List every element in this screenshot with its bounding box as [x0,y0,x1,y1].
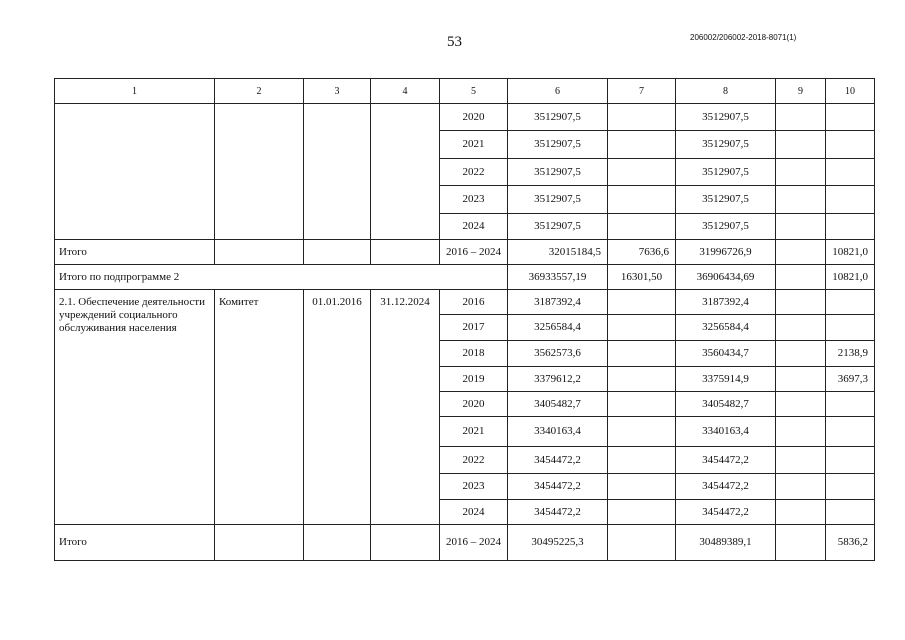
value-cell: 30489389,1 [676,525,776,561]
year-cell: 2023 [440,186,508,214]
table-row [55,290,875,315]
value-cell: 3340163,4 [676,417,776,447]
value-cell [776,417,826,447]
year-cell: 2017 [440,315,508,341]
value-cell: 3512907,5 [508,214,608,240]
year-cell: 2020 [440,104,508,131]
value-cell [608,159,676,186]
value-cell: 3405482,7 [676,392,776,417]
year-cell: 2022 [440,159,508,186]
value-cell: 3512907,5 [508,104,608,131]
end-date-cell: 31.12.2024 [371,290,440,525]
value-cell: 7636,6 [608,240,676,265]
value-cell [776,104,826,131]
value-cell [608,290,676,315]
value-cell [776,131,826,159]
value-cell [826,447,875,474]
document-code: 206002/206002-2018-8071(1) [690,33,797,42]
value-cell [776,265,826,290]
value-cell [826,131,875,159]
value-cell [776,159,826,186]
start-date-cell: 01.01.2016 [304,290,371,525]
value-cell [608,186,676,214]
column-header: 5 [440,79,508,104]
value-cell [776,186,826,214]
value-cell: 3454472,2 [508,500,608,525]
block1-name [55,104,215,240]
value-cell [608,500,676,525]
value-cell: 3454472,2 [508,474,608,500]
column-header: 1 [55,79,215,104]
value-cell: 3375914,9 [676,367,776,392]
year-cell: 2019 [440,367,508,392]
value-cell: 3512907,5 [508,131,608,159]
executor-cell: Комитет [215,290,304,525]
value-cell: 3256584,4 [508,315,608,341]
value-cell: 2138,9 [826,341,875,367]
value-cell: 3187392,4 [508,290,608,315]
total-row [55,240,875,265]
value-cell: 3340163,4 [508,417,608,447]
year-cell: 2024 [440,500,508,525]
value-cell: 3454472,2 [676,447,776,474]
value-cell [608,214,676,240]
empty-cell [371,240,440,265]
value-cell [826,392,875,417]
value-cell: 3512907,5 [508,159,608,186]
total-label: Итого [55,525,215,561]
year-cell: 2020 [440,392,508,417]
block1-executor [215,104,304,240]
value-cell [826,417,875,447]
year-cell: 2022 [440,447,508,474]
value-cell [776,500,826,525]
column-header: 10 [826,79,875,104]
value-cell [776,525,826,561]
value-cell: 3562573,6 [508,341,608,367]
year-range-cell: 2016 – 2024 [440,525,508,561]
value-cell [608,367,676,392]
year-cell: 2018 [440,341,508,367]
total-label: Итого [55,240,215,265]
value-cell [776,214,826,240]
value-cell: 36933557,19 [508,265,608,290]
value-cell: 3697,3 [826,367,875,392]
year-cell: 2021 [440,417,508,447]
value-cell: 3454472,2 [676,474,776,500]
value-cell: 3454472,2 [676,500,776,525]
value-cell: 3560434,7 [676,341,776,367]
value-cell [776,240,826,265]
empty-cell [371,525,440,561]
column-header: 6 [508,79,608,104]
value-cell [608,525,676,561]
value-cell: 3256584,4 [676,315,776,341]
value-cell: 3379612,2 [508,367,608,392]
value-cell: 3187392,4 [676,290,776,315]
value-cell: 3512907,5 [676,104,776,131]
value-cell [776,290,826,315]
column-header: 8 [676,79,776,104]
value-cell: 32015184,5 [508,240,608,265]
value-cell [776,367,826,392]
year-cell: 2023 [440,474,508,500]
value-cell [608,315,676,341]
value-cell [826,214,875,240]
value-cell: 30495225,3 [508,525,608,561]
subprogram-total-row [55,265,875,290]
empty-cell [215,525,304,561]
value-cell [608,474,676,500]
value-cell: 10821,0 [826,240,875,265]
value-cell: 5836,2 [826,525,875,561]
year-cell: 2021 [440,131,508,159]
value-cell: 36906434,69 [676,265,776,290]
measure-name: 2.1. Обеспечение деятельности учреждений социального обслуживания населения [55,290,215,525]
table-row [55,104,875,131]
value-cell: 3512907,5 [676,186,776,214]
value-cell: 3512907,5 [508,186,608,214]
column-header: 7 [608,79,676,104]
value-cell [776,447,826,474]
value-cell: 31996726,9 [676,240,776,265]
value-cell: 3512907,5 [676,214,776,240]
value-cell [826,500,875,525]
block1-start [304,104,371,240]
value-cell [826,186,875,214]
page-number: 53 [447,34,462,50]
subprogram-total-label: Итого по подпрограмме 2 [55,265,508,290]
year-cell: 2024 [440,214,508,240]
value-cell [776,341,826,367]
year-range-cell: 2016 – 2024 [440,240,508,265]
value-cell [608,392,676,417]
budget-table [54,78,875,561]
column-header: 9 [776,79,826,104]
total-row [55,525,875,561]
year-cell: 2016 [440,290,508,315]
value-cell: 3454472,2 [508,447,608,474]
value-cell [826,104,875,131]
value-cell [608,341,676,367]
value-cell [776,392,826,417]
value-cell: 3405482,7 [508,392,608,417]
value-cell [608,104,676,131]
value-cell [608,447,676,474]
value-cell [826,290,875,315]
column-header: 4 [371,79,440,104]
block1-end [371,104,440,240]
empty-cell [215,240,304,265]
value-cell: 3512907,5 [676,131,776,159]
value-cell [608,417,676,447]
value-cell [776,474,826,500]
column-header: 2 [215,79,304,104]
header-row [55,79,875,104]
value-cell [608,131,676,159]
value-cell: 16301,50 [608,265,676,290]
value-cell: 10821,0 [826,265,875,290]
value-cell [826,315,875,341]
value-cell [826,474,875,500]
empty-cell [304,240,371,265]
value-cell [776,315,826,341]
column-header: 3 [304,79,371,104]
empty-cell [304,525,371,561]
value-cell: 3512907,5 [676,159,776,186]
value-cell [826,159,875,186]
